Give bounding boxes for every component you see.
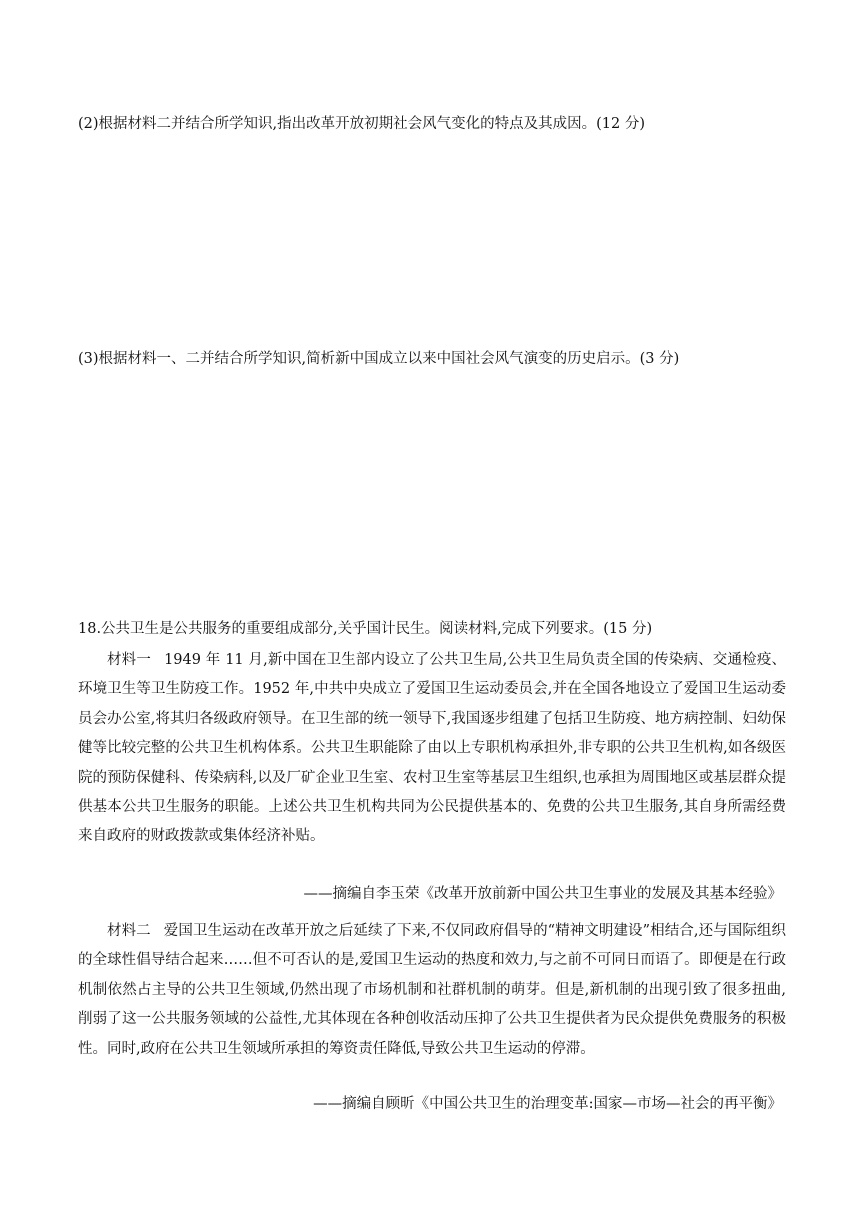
material-2-text: 爱国卫生运动在改革开放之后延续了下来,不仅同政府倡导的“精神文明建设”相结合,还与国际组织的全球性倡导结合起来……但不可否认的是,爱国卫生运动的热度和效力,与之前不可同日而语了。即便是在行政机制依然占主导的公共卫生领域,仍然出现了市场机制和社群机制的萌芽。但是,新机制的出现引致了很多扭曲,削弱了这一公共服务领域的公益性,尤其体现在各种创收活动压抑了公共卫生提供者为民众提供免费服务的积极性。同时,政府在公共卫生领域所承担的筹资责任降低,导致公共卫生运动的停滞。 <box>78 923 786 1057</box>
material-1-label: 材料一 <box>107 652 152 668</box>
material-1-text: 1949 年 11 月,新中国在卫生部内设立了公共卫生局,公共卫生局负责全国的传染病、交通检疫、环境卫生等卫生防疫工作。1952 年,中共中央成立了爱国卫生运动委员会,并在全国各地设立了爱国卫生运动委员会办公室,将其归各级政府领导。在卫生部的统一领导下,我国逐步组建了包括卫生防疫、地方病控制、妇幼保健等比较完整的公共卫生机构体系。公共卫生职能除了由以上专职机构承担外,非专职的公共卫生机构,如各级医院的预防保健科、传染病科,以及厂矿企业卫生室、农村卫生室等基层卫生组织,也承担为周围地区或基层群众提供基本公共卫生服务的职能。上述公共卫生机构共同为公民提供基本的、免费的公共卫生服务,其自身所需经费来自政府的财政拨款或集体经济补贴。 <box>78 652 786 845</box>
question-17-part-2: (2)根据材料二并结合所学知识,指出改革开放初期社会风气变化的特点及其成因。(12 分) <box>78 116 646 132</box>
material-2-paragraph <box>78 917 786 1064</box>
material-1-source: ——摘编自李玉荣《改革开放前新中国公共卫生事业的发展及其基本经验》 <box>303 886 782 902</box>
material-2-source: ——摘编自顾昕《中国公共卫生的治理变革:国家—市场—社会的再平衡》 <box>313 1096 782 1112</box>
material-2-label: 材料二 <box>107 923 151 939</box>
material-1-paragraph <box>78 646 786 852</box>
question-17-part-3: (3)根据材料一、二并结合所学知识,简析新中国成立以来中国社会风气演变的历史启示。(3 分) <box>78 351 680 367</box>
question-18-stem: 18.公共卫生是公共服务的重要组成部分,关乎国计民生。阅读材料,完成下列要求。(15 分) <box>78 621 653 637</box>
